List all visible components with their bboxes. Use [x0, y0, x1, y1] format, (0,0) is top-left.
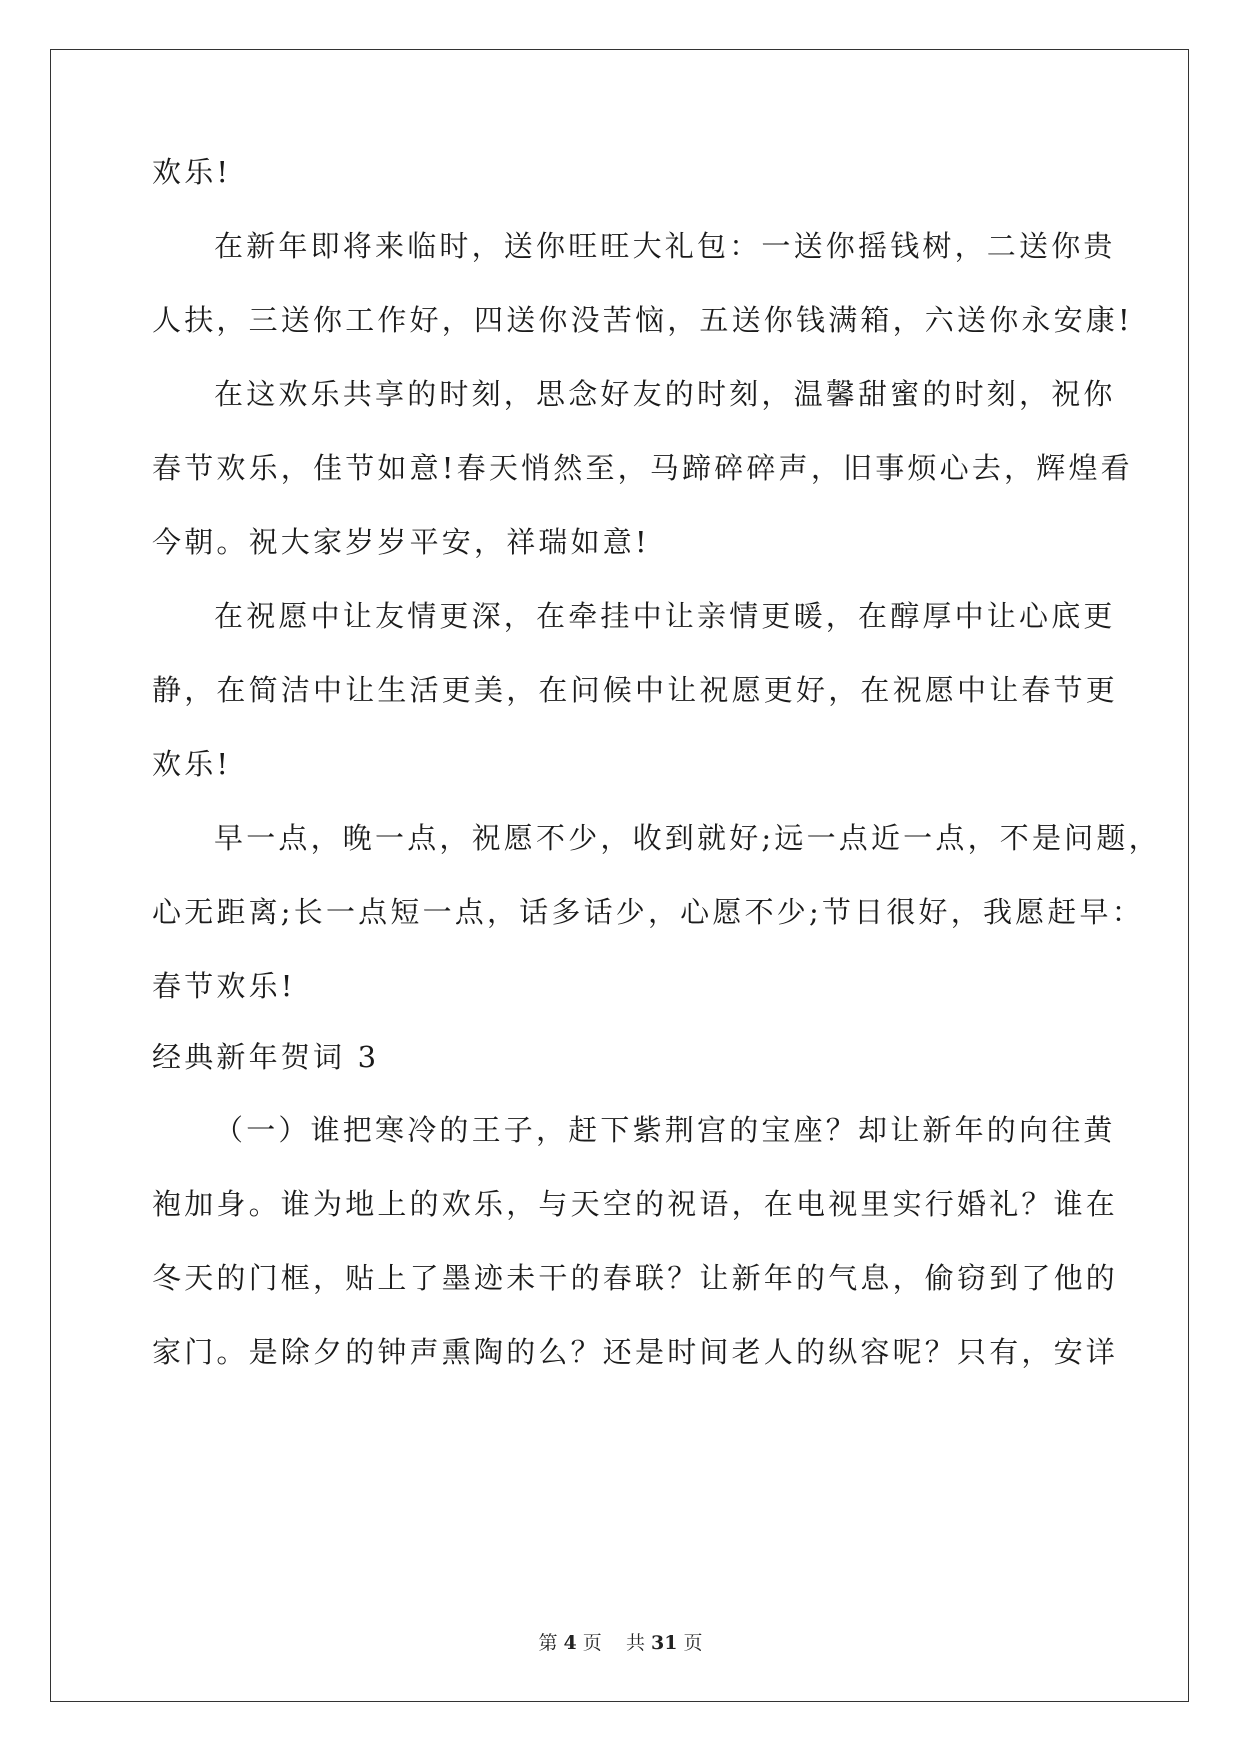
- text-line: 袍加身。谁为地上的欢乐，与天空的祝语，在电视里实行婚礼？谁在: [152, 1187, 1119, 1221]
- footer-page-suffix: 页: [582, 1632, 602, 1654]
- text-line: 春节欢乐，佳节如意!春天悄然至，马蹄碎碎声，旧事烦心去，辉煌看: [152, 451, 1133, 485]
- text-line: 在祝愿中让友情更深，在牵挂中让亲情更暖，在醇厚中让心底更: [214, 599, 1116, 633]
- footer-total-suffix: 页: [683, 1632, 703, 1654]
- text-line: 人扶，三送你工作好，四送你没苦恼，五送你钱满箱，六送你永安康!: [152, 303, 1133, 337]
- text-line: 在这欢乐共享的时刻，思念好友的时刻，温馨甜蜜的时刻，祝你: [214, 377, 1116, 411]
- text-line: 今朝。祝大家岁岁平安，祥瑞如意!: [152, 525, 650, 559]
- text-line: 家门。是除夕的钟声熏陶的么？还是时间老人的纵容呢？只有，安详: [152, 1335, 1119, 1369]
- text-line: 冬天的门框，贴上了墨迹未干的春联？让新年的气息，偷窃到了他的: [152, 1261, 1119, 1295]
- text-line: 欢乐!: [152, 747, 232, 781]
- text-line: 欢乐!: [152, 155, 232, 189]
- footer-page-number: 4: [563, 1632, 577, 1654]
- text-line: （一）谁把寒冷的王子，赶下紫荆宫的宝座？却让新年的向往黄: [214, 1113, 1116, 1147]
- page-footer: [0, 1628, 1241, 1655]
- page-frame: [50, 49, 1189, 1702]
- footer-total-prefix: 共: [625, 1632, 645, 1654]
- section-heading: 经典新年贺词 3: [152, 1040, 380, 1074]
- text-line: 心无距离;长一点短一点，话多话少，心愿不少;节日很好，我愿赶早：: [152, 895, 1144, 929]
- text-line: 在新年即将来临时，送你旺旺大礼包：一送你摇钱树，二送你贵: [214, 229, 1116, 263]
- footer-prefix: 第: [538, 1632, 558, 1654]
- text-line: 静，在简洁中让生活更美，在问候中让祝愿更好，在祝愿中让春节更: [152, 673, 1119, 707]
- text-line: 春节欢乐!: [152, 969, 296, 1003]
- text-line: 早一点，晚一点，祝愿不少，收到就好;远一点近一点，不是问题，: [214, 821, 1161, 855]
- footer-total-pages: 31: [650, 1632, 678, 1654]
